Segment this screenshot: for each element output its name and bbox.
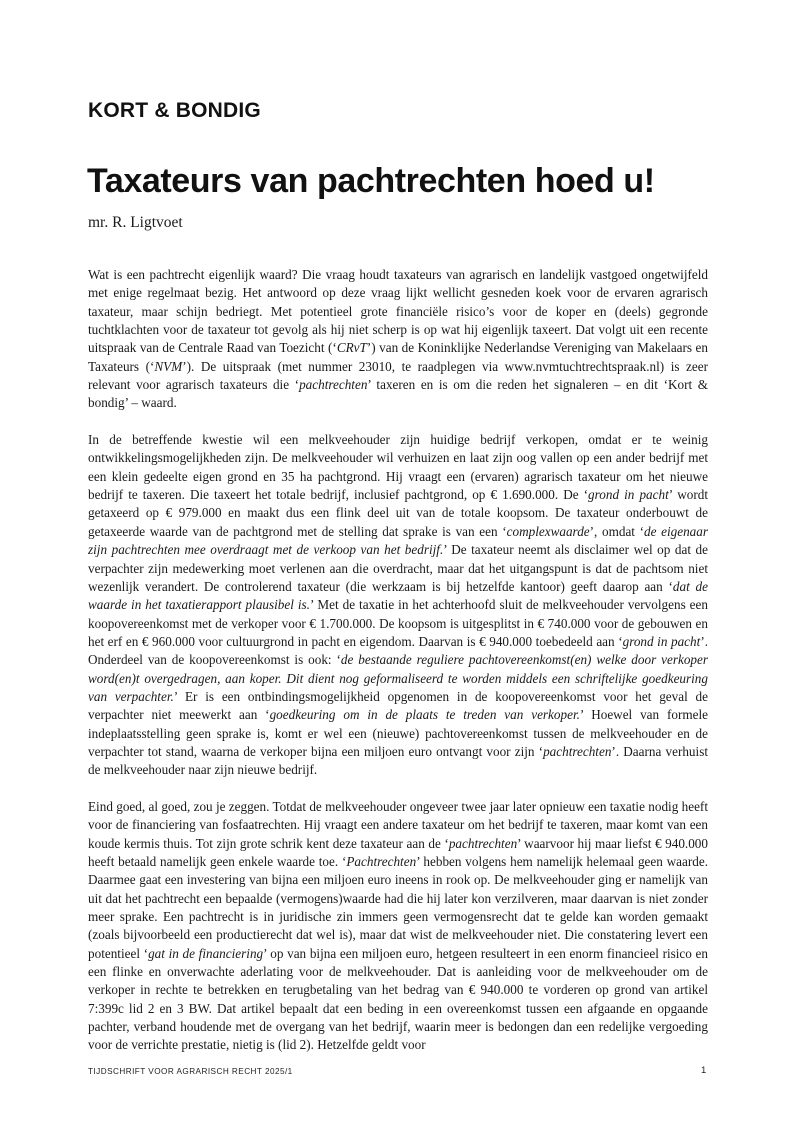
italic-run: complexwaarde [506, 523, 590, 539]
author-byline: mr. R. Ligtvoet [88, 214, 183, 231]
paragraph-1: Wat is een pachtrecht eigenlijk waard? Die vraag houdt taxateurs van agrarisch en landelijk vastgoed ongetwijfeld met enige regelmaat bezig. Het antwoord op deze vraag lijkt wellicht gesneden koek voor de ervaren agrarisch taxateur, maar schijn bedriegt. Met potentieel grote financiële risico’s voor de koper en (deels) gegronde tuchtklachten voor de taxateur tot gevolg als hij niet scherp is op wat hij eigenlijk taxeert. Dat volgt uit een recente uitspraak van de Centrale Raad van Toezicht (‘CRvT’) van de Koninklijke Nederlandse Vereniging van Makelaars en Taxateurs (‘NVM’). De uitspraak (met nummer 23010, te raadplegen via www.nvmtuchtrechtspraak.nl) is zeer relevant voor agrarisch taxateurs die ‘pachtrechten’ taxeren en is om die reden het signaleren – en dit ‘Kort & bondig’ – waard. [88, 267, 708, 411]
italic-run: NVM [154, 358, 183, 374]
italic-run: de eigenaar zijn pachtrechten mee overdraagt met de verkoop van het bedrijf. [88, 523, 708, 558]
italic-run: CRvT [336, 340, 367, 356]
italic-run: de bestaande reguliere pachtovereenkomst(en) welke door verkoper word(en)t overgedragen, aan koper. Dit dient nog geformaliseerd te worden middels een schriftelijke goedkeuring van verpachter. [88, 652, 708, 704]
paragraph-3: Eind goed, al goed, zou je zeggen. Totdat de melkveehouder ongeveer twee jaar later opnieuw een taxatie nodig heeft voor de financiering van fosfaatrechten. Hij vraagt een andere taxateur om het bedrijf te taxeren, maar komt van een koude kermis thuis. Tot zijn grote schrik kent deze taxateur aan de ‘pachtrechten’ waarvoor hij maar liefst € 940.000 heeft betaald namelijk geen enkele waarde toe. ‘Pachtrechten’ hebben volgens hem namelijk helemaal geen waarde. Daarmee gaat een investering van bijna een miljoen euro ineens in rook op. De melkveehouder ging er namelijk van uit dat het pachtrecht een bepaalde (vermogens)waarde had die hij later kon verzilveren, maar daarvan is niet zonder meer sprake. Een pachtrecht is in juridische zin immers geen vermogensrecht dat te gelde kan worden gemaakt (zoals bijvoorbeeld een productierecht dat wel is), maar dat wist de melkveehouder niet. Die constatering levert een potentieel ‘gat in de financiering’ op van bijna een miljoen euro, hetgeen resulteert in een enorm financieel risico en een flinke en onverwachte aderlating voor de melkveehouder. Dat is aanleiding voor de melkveehouder om de verkoper in rechte te betrekken en terugbetaling van het bedrag van € 940.000 te vorderen op grond van artikel 7:399c lid 2 en 3 BW. Dat artikel bepaalt dat een beding in een overeenkomst tussen een afgaande en opgaande pachter, verband houdende met de overgang van het bedrijf, waarin meer is bedongen dan een redelijke vergoeding voor de verrichte prestatie, nietig is (lid 2). Hetzelfde geldt voor [88, 798, 709, 1053]
article-title: Taxateurs van pachtrechten hoed u! [87, 162, 655, 200]
page-number: 1 [701, 1065, 707, 1076]
italic-run: grond in pacht [588, 487, 669, 503]
italic-run: pachtrechten [448, 835, 518, 851]
article-body [88, 266, 708, 1073]
section-label: KORT & BONDIG [88, 99, 261, 122]
italic-run: grond in pacht [622, 633, 701, 649]
italic-run: Pachtrechten [346, 854, 417, 869]
journal-footer: TIJDSCHRIFT VOOR AGRARISCH RECHT 2025/1 [88, 1067, 293, 1076]
italic-run: pachtrechten [543, 743, 612, 759]
italic-run: pachtrechten [299, 377, 368, 393]
italic-run: goedkeuring om in de plaats te treden van verkoper. [269, 707, 580, 723]
italic-run: gat in de financiering [148, 945, 264, 961]
italic-run: dat de waarde in het taxatierapport plausibel is. [88, 578, 708, 613]
paragraph-2: In de betreffende kwestie wil een melkveehouder zijn huidige bedrijf verkopen, omdat er te weinig ontwikkelingsmogelijkheden zijn. De melkveehouder wil verhuizen en laat zijn oog vallen op een ander bedrijf met een klein gedeelte eigen grond en 35 ha pachtgrond. Hij vraagt een (ervaren) agrarisch taxateur om het nieuwe bedrijf te taxeren. Die taxeert het totale bedrijf, inclusief pachtgrond, op € 1.690.000. De ‘grond in pacht’ wordt getaxeerd op € 979.000 en maakt dus een flink deel uit van de totale koopsom. De taxateur onderbouwt de getaxeerde waarde van de pachtgrond met de stelling dat sprake is van een ‘complexwaarde’, omdat ‘de eigenaar zijn pachtrechten mee overdraagt met de verkoop van het bedrijf.’ De taxateur neemt als disclaimer wel op dat de verpachter zijn medewerking moet verlenen aan die overdracht, maar dat het uitgangspunt is dat de pachtsom niet wezenlijk verandert. De controlerend taxateur (die werkzaam is bij hetzelfde kantoor) geeft daarop aan ‘dat de waarde in het taxatierapport plausibel is.’ Met de taxatie in het achterhoofd sluit de melkveehouder vervolgens een koopovereenkomst met de verkoper voor € 1.700.000. De koopsom is uitgesplitst in € 740.000 voor de gebouwen en het erf en € 960.000 voor cultuurgrond in pacht en eigendom. Daarvan is € 940.000 toebedeeld aan ‘grond in pacht’. Onderdeel van de koopovereenkomst is ook: ‘de bestaande reguliere pachtovereenkomst(en) welke door verkoper word(en)t overgedragen, aan koper. Dit dient nog geformaliseerd te worden middels een schriftelijke goedkeuring van verpachter.’ Er is een ontbindingsmogelijkheid opgenomen in de koopovereenkomst voor het geval de verpachter niet meewerkt aan ‘goedkeuring om in de plaats te treden van verkoper.’ Hoewel van formele indeplaatsstelling geen sprake is, komt er wel een (nieuwe) pachtovereenkomst tussen de melkveehouder en de verpachter tot stand, waarna de verkoper bijna een miljoen euro ontvangt voor zijn ‘pachtrechten’. Daarna verhuist de melkveehouder naar zijn nieuwe bedrijf. [88, 432, 709, 778]
